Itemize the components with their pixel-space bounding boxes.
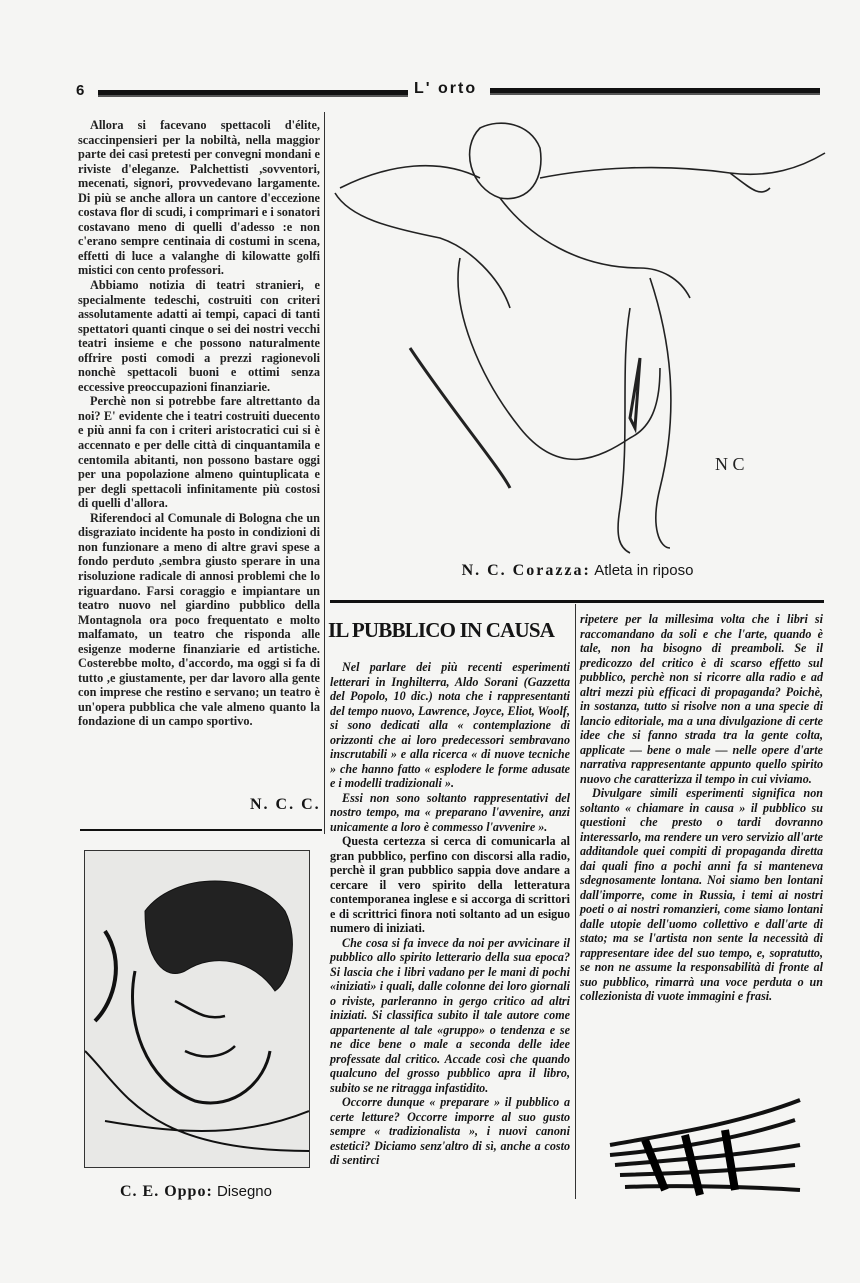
paragraph: Questa certezza si cerca di comunicarla al gran pubblico, perfino con discorsi alla radio, perchè il gran pubblico sappia dove andare a cercare il vero spirito della letteratura contemporanea inglese e si accorga di scrittori e di scrittrici finora noti soltanto ad un esiguo numero di iniziati. (330, 834, 570, 935)
article-title: IL PUBBLICO IN CAUSA (328, 618, 555, 642)
paragraph: Divulgare simili esperimenti significa non soltanto « chiamare in causa » il pubblico su questioni che presto o tardi dovranno interessarlo, ma rendere un vero servizio all'arte additandole quei compiti di propaganda diretta dai quali fino a pochi anni fa si manteneva sdegnosamente lontana. Noi siamo ben lontani dall'imporre, come in Russia, i temi ai nostri poeti o ai nostri romanzieri, come siamo lontani dalle utopie dell'uomo collettivo e dall'arte di stato; ma se l'artista non sente la necessità di rappresentare idee del suo tempo, e, sopratutto, se non ne assume la responsabilità di fronte al suo pubblico, rimarrà una voce perduta o un collezionista di vuote immagini e frasi. (580, 786, 823, 1003)
section-rule (330, 600, 824, 603)
caption-title: Atleta in riposo (594, 562, 694, 579)
athlete-drawing (330, 108, 830, 558)
caption-artist: N. C. Corazza: (461, 562, 591, 579)
column-divider (575, 604, 576, 1199)
paragraph: Abbiamo notizia di teatri stranieri, e specialmente tedeschi, costruiti con criteri assolutamente adatti ai tempi, capaci di tanti spettatori quanti cinque o sei dei nostri vecchi teatri insieme e che possono naturalmente offrire posti comodi a prezzi ragionevoli nonchè spettacoli buoni e ottimi senza eccessive preoccupazioni finanziarie. (78, 278, 320, 394)
paragraph: ripetere per la millesima volta che i libri si raccomandano da soli e che l'arte, quando è tale, non ha bisogno di preamboli. Se il predicozzo del critico è di scarso effetto sul pubblico, perchè non si ricorre alla radio e ad altri mezzi più efficaci di propaganda? Poichè, in sostanza, tutto si risolve non a una specie di lancio editoriale, ma a una divulgazione di certe idee che si fanno strada tra la gente colta, applicate — bene o male — nelle opere d'arte narrativa rappresentante appunto quello spirito nuovo che caratterizza il tempo in cui viviamo. (580, 612, 823, 786)
article-signature: N. C. C. (250, 796, 321, 813)
section-rule (80, 829, 322, 831)
article-column-1 (330, 660, 570, 1168)
paragraph: Essi non sono soltanto rappresentativi del nostro tempo, ma « preparano l'avvenire, anzi unicamente a loro è commesso l'avvenire ». (330, 790, 570, 834)
header-rule-right (490, 88, 820, 95)
caption-title: Disegno (216, 1183, 272, 1200)
paragraph: Perchè non si potrebbe fare altrettanto da noi? E' evidente che i teatri costruiti duecento e più anni fa con i criteri aristocratici cui si è accennato e per delle città di cinquantamila e centomila abitanti, non possono bastare oggi per una popolazione almeno quintuplicata e per degli spettacoli infinitamente più costosi di quelli d'allora. (78, 394, 320, 511)
figure-caption (84, 1183, 308, 1201)
page-number: 6 (76, 82, 85, 99)
left-article (78, 118, 320, 729)
paragraph: Riferendoci al Comunale di Bologna che un disgraziato incidente ha posto in condizioni di non funzionare a meno di altre gravi spese a fondo perduto ,sembra giusto sperare in una risoluzione radicale di annosi problemi che lo riguardano. Farsi coraggio e impiantare un teatro nuovo nel giardino pubblico della Montagnola ora poco frequentato e molto malfamato, un teatro che risponda alle esigenze moderne finanziarie ed artistiche. Costerebbe molto, d'accordo, ma oggi si fa di tutto ,e giustamente, per dar lavoro alla gente con imprese che restino e servano; un teatro è un'opera pubblica che vale almeno quanto la fondazione di un campo sportivo. (78, 510, 320, 729)
column-divider (324, 112, 325, 834)
portrait-drawing (84, 850, 310, 1168)
paragraph: Che cosa si fa invece da noi per avvicinare il pubblico allo spirito letterario della sua epoca? Si lascia che i libri vadano per le mani di pochi «iniziati» i quali, dalle colonne dei loro giornali o riviste, parleranno in gergo critico ad altri iniziati. Si classifica subito il tale autore come appartenente al tale «gruppo» o tendenza e se ne dice bene o male a seconda delle idee professate dal critico. Accade così che quando qualcuno del grosso pubblico apra il libro, subito se ne ritragga infastidito. (330, 935, 570, 1095)
asparagus-ornament-icon (605, 1095, 805, 1205)
paragraph: Occorre dunque « preparare » il pubblico a certe letture? Occorre imporre al suo gusto sempre « tradizionalista », i nuovi canoni estetici? Diciamo senz'altro di sì, anche a costo di sentirci (330, 1095, 570, 1167)
figure-caption (330, 562, 825, 580)
masthead: L' orto (414, 80, 478, 97)
artist-monogram: N C (715, 454, 745, 474)
paragraph: Allora si facevano spettacoli d'élite, scaccinpensieri per la nobiltà, nella maggior parte dei casi pretesti per convegni mondani e riviste d'eleganze. Palchettisti ,sovventori, mecenati, signori, provvedevano largamente. Di più se anche allora un cantore d'eccezione costava flor di scudi, i comprimari e i sonatori costavano meno di quelli d'adesso :e non c'erano sempre centinaia di costumi in scena, effetti di luce a valanghe di kilowatte golfi mistici con cento professori. (78, 118, 320, 278)
paragraph: Nel parlare dei più recenti esperimenti letterari in Inghilterra, Aldo Sorani (Gazzetta del Popolo, 10 dic.) nota che i rappresentanti del tempo nuovo, Lawrence, Joyce, Eliot, Woolf, si sono dedicati alla « contemplazione di orizzonti che ai loro predecessori sembravano inscrutabili » e alla ricerca « di nuove tecniche » che hanno fatto « esplodere le forme adusate e i modelli tradizionali ». (330, 660, 570, 790)
header-rule-left (98, 90, 408, 97)
article-column-2 (580, 612, 823, 1004)
caption-artist: C. E. Oppo: (119, 1183, 213, 1200)
